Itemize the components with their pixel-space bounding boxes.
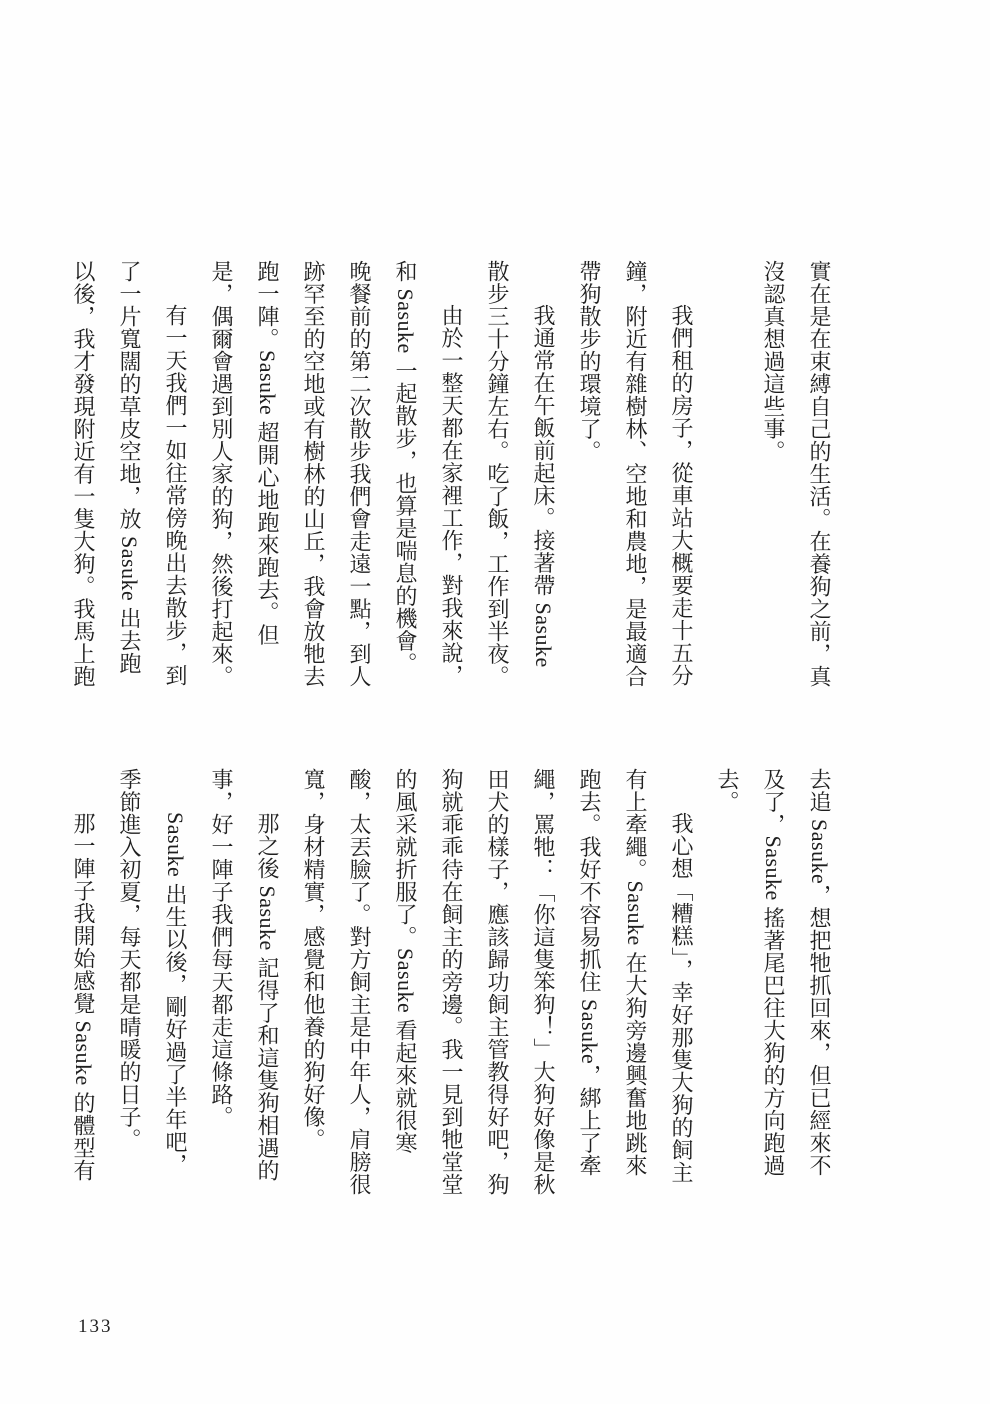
paragraph: 有一天我們一如往常傍晚出去散步，到了一片寬闊的草皮空地，放 Sasuke 出去跑以後，我才發現附近有一隻大狗。我馬上跑 [71,260,188,688]
paragraph: 那一陣子我開始感覺 Sasuke 的體型有 [71,812,96,1182]
text-band-top [60,260,842,690]
paragraph: 我通常在午飯前起床。接著帶 Sasuke 散步三十分鐘左右。吃了飯，工作到半夜。 [485,260,556,688]
text-band-bottom [60,768,842,1198]
paragraph: Sasuke 出生以後，剛好過了半年吧，季節進入初夏，每天都是晴暖的日子。 [117,768,188,1176]
paragraph: 實在是在束縛自己的生活。在養狗之前，真沒認真想過這些事。 [761,260,832,688]
paragraph: 我們租的房子，從車站大概要走十五分鐘，附近有雜樹林、空地和農地，是最適合帶狗散步的環境了。 [577,260,694,688]
paragraph: 那之後 Sasuke 記得了和這隻狗相遇的事，好一陣子我們每天都走這條路。 [209,768,280,1182]
paragraph: 去追 Sasuke，想把牠抓回來，但已經來不及了，Sasuke 搖著尾巴往大狗的方向跑過去。 [715,768,832,1177]
page-number: 133 [78,1316,113,1337]
paragraph: 我心想「糟糕」，幸好那隻大狗的飼主有上牽繩。Sasuke 在大狗旁邊興奮地跳來跑去。我好不容易抓住 Sasuke，綁上了牽繩，罵牠：「你這隻笨狗！」大狗好像是秋田犬的樣子，應該歸功飼主管教得好吧，狗狗就乖乖待在飼主的旁邊。我一見到牠堂堂的風采就折服了。Sasuke 看起來就很寒酸，太丟臉了。對方飼主是中年人，肩膀很寬，身材精實，感覺和他養的狗好像。 [301,768,694,1196]
paragraph: 由於一整天都在家裡工作，對我來說，和 Sasuke 一起散步，也算是喘息的機會。晚餐前的第二次散步我們會走遠一點，到人跡罕至的空地或有樹林的山丘，我會放牠去跑一陣。Sasuke 超開心地跑來跑去。但是，偶爾會遇到別人家的狗，然後打起來。 [209,260,464,688]
